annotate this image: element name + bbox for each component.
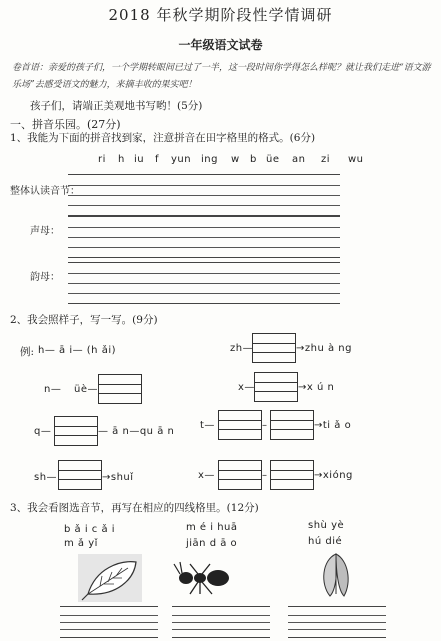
q2-item-n: n— xyxy=(44,384,62,395)
intro-note: 卷首语：亲爱的孩子们，一个学期转眼间已过了一半，这一段时间你学得怎么样呢？就让我们走进“语文游乐场”去感受语文的魅力，来摘丰收的果实吧！ xyxy=(12,63,431,90)
q2-result-sh: →shuǐ xyxy=(102,472,134,483)
answer-box-q[interactable] xyxy=(54,416,98,446)
pinyin-item: wu xyxy=(348,154,364,165)
q3-prompt: 3、我会看图选音节，再写在相应的四线格里。(12分) xyxy=(10,502,259,514)
pinyin-item: an xyxy=(292,154,306,165)
writing-grid-finals[interactable] xyxy=(68,262,340,304)
pinyin-item: ri xyxy=(98,154,106,165)
q3-answer-grid-2[interactable] xyxy=(172,606,270,638)
pinyin-item: w xyxy=(231,154,240,165)
ant-picture-icon xyxy=(172,560,236,596)
writing-grid-initials[interactable] xyxy=(68,216,340,258)
answer-box-sh[interactable] xyxy=(58,460,102,490)
q2-item-q: q— xyxy=(34,426,52,437)
q2-item-sh: sh— xyxy=(34,472,58,483)
pinyin-item: b xyxy=(250,154,257,165)
q3-group-2-line1: m é i huā xyxy=(186,522,238,533)
q2-item-ue: üè— xyxy=(74,384,98,395)
page-subtitle: 一年级语文试卷 xyxy=(178,38,263,52)
writing-instruction: 孩子们，请端正美观地书写哟！(5分) xyxy=(30,100,203,112)
answer-box-t2[interactable] xyxy=(270,410,314,440)
answer-box-x2a[interactable] xyxy=(218,460,262,490)
q3-group-2-line2: jiān d ā o xyxy=(186,538,238,549)
answer-box-n[interactable] xyxy=(98,374,142,404)
section-1-title: 一、拼音乐园。(27分) xyxy=(10,118,121,131)
answer-box-x2b[interactable] xyxy=(270,460,314,490)
q2-result-x2: →xióng xyxy=(314,470,353,481)
q3-group-1-line2: m ǎ yǐ xyxy=(64,538,98,549)
example-text: h— ā i— (h ǎi) xyxy=(38,345,117,356)
page-title: 2018 年秋学期阶段性学情调研 xyxy=(108,6,333,24)
pinyin-item: ing xyxy=(201,154,218,165)
q3-answer-grid-3[interactable] xyxy=(288,606,386,638)
pinyin-item: iu xyxy=(134,154,145,165)
answer-box-zh[interactable] xyxy=(252,333,296,363)
writing-grid-whole-syllable[interactable] xyxy=(68,174,340,216)
label-initials: 声母： xyxy=(30,226,60,237)
pinyin-item: f xyxy=(155,154,160,165)
q2-dash-t: – xyxy=(262,420,268,431)
q2-result-zh: →zhu à ng xyxy=(296,343,352,354)
q2-result-x1: →x ú n xyxy=(298,382,335,393)
label-finals: 韵母： xyxy=(30,272,60,283)
answer-box-x1[interactable] xyxy=(254,372,298,402)
q2-item-x2: x— xyxy=(198,470,215,481)
pinyin-item: h xyxy=(118,154,125,165)
q3-answer-grid-1[interactable] xyxy=(60,606,158,638)
q2-dash-x2: – xyxy=(262,470,268,481)
q3-group-3-line1: shù yè xyxy=(308,520,345,531)
q2-mid-q: — ā n—qu ā n xyxy=(98,426,175,437)
q2-item-x1: x— xyxy=(238,382,255,393)
q2-result-t: →ti ǎ o xyxy=(314,420,352,431)
pinyin-item: üe xyxy=(266,154,280,165)
label-whole-syllable: 整体认读音节： xyxy=(10,186,80,197)
q2-prompt: 2、我会照样子，写一写。(9分) xyxy=(10,314,158,326)
q1-prompt: 1、我能为下面的拼音找到家，注意拼音在田字格里的格式。(6分) xyxy=(10,132,316,144)
q3-group-3-line2: hú dié xyxy=(308,536,343,547)
q2-item-t: t— xyxy=(200,420,215,431)
answer-box-t1[interactable] xyxy=(218,410,262,440)
q3-group-1-line1: b ǎ i c ǎ i xyxy=(64,524,116,535)
pinyin-item: yun xyxy=(171,154,192,165)
pinyin-item: zi xyxy=(321,154,331,165)
example-label: 例: xyxy=(20,346,35,358)
butterfly-picture-icon xyxy=(316,550,356,600)
q2-item-zh: zh— xyxy=(230,343,254,354)
leaf-picture-icon xyxy=(78,554,142,602)
